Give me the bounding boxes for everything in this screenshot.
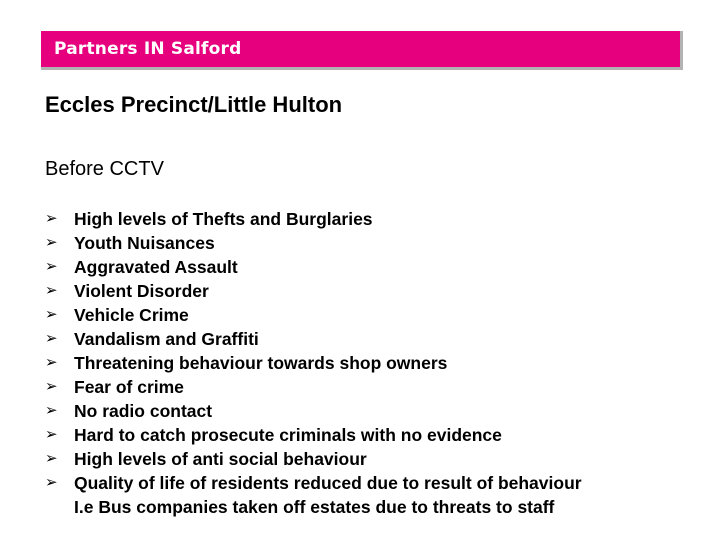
list-item-text: I.e Bus companies taken off estates due to threats to staff bbox=[74, 497, 555, 517]
list-item-text: Fear of crime bbox=[74, 377, 184, 397]
list-item-continuation bbox=[45, 495, 685, 519]
arrow-bullet-icon: ➢ bbox=[45, 378, 58, 395]
list-item-text: Vehicle Crime bbox=[74, 305, 189, 325]
arrow-bullet-icon: ➢ bbox=[45, 354, 58, 371]
list-item bbox=[45, 255, 685, 279]
list-item-text: High levels of anti social behaviour bbox=[74, 449, 367, 469]
list-item-text: Violent Disorder bbox=[74, 281, 209, 301]
list-item bbox=[45, 279, 685, 303]
list-item-text: Quality of life of residents reduced due to result of behaviour bbox=[74, 473, 582, 493]
arrow-bullet-icon: ➢ bbox=[45, 210, 58, 227]
list-item bbox=[45, 207, 685, 231]
arrow-bullet-icon: ➢ bbox=[45, 258, 58, 275]
list-item-text: Youth Nuisances bbox=[74, 233, 215, 253]
list-item-text: Aggravated Assault bbox=[74, 257, 238, 277]
list-item-text: Vandalism and Graffiti bbox=[74, 329, 259, 349]
arrow-bullet-icon: ➢ bbox=[45, 402, 58, 419]
list-item-text: Hard to catch prosecute criminals with no evidence bbox=[74, 425, 502, 445]
list-item bbox=[45, 327, 685, 351]
list-item bbox=[45, 351, 685, 375]
bullet-list bbox=[45, 207, 685, 519]
brand-logo-text: Partners IN Salford bbox=[54, 39, 242, 59]
list-item bbox=[45, 375, 685, 399]
arrow-bullet-icon: ➢ bbox=[45, 282, 58, 299]
list-item bbox=[45, 447, 685, 471]
list-item bbox=[45, 303, 685, 327]
list-item-text: No radio contact bbox=[74, 401, 213, 421]
list-item bbox=[45, 399, 685, 423]
arrow-bullet-icon: ➢ bbox=[45, 474, 58, 491]
arrow-bullet-icon: ➢ bbox=[45, 306, 58, 323]
slide-title: Eccles Precinct/Little Hulton bbox=[45, 92, 343, 117]
slide-subtitle: Before CCTV bbox=[45, 158, 164, 180]
list-item bbox=[45, 231, 685, 255]
brand-banner bbox=[41, 31, 683, 70]
arrow-bullet-icon: ➢ bbox=[45, 426, 58, 443]
list-item-text: High levels of Thefts and Burglaries bbox=[74, 209, 373, 229]
arrow-bullet-icon: ➢ bbox=[45, 234, 58, 251]
list-item bbox=[45, 423, 685, 447]
list-item-text: Threatening behaviour towards shop owners bbox=[74, 353, 448, 373]
arrow-bullet-icon: ➢ bbox=[45, 330, 58, 347]
arrow-bullet-icon: ➢ bbox=[45, 450, 58, 467]
list-item bbox=[45, 471, 685, 495]
